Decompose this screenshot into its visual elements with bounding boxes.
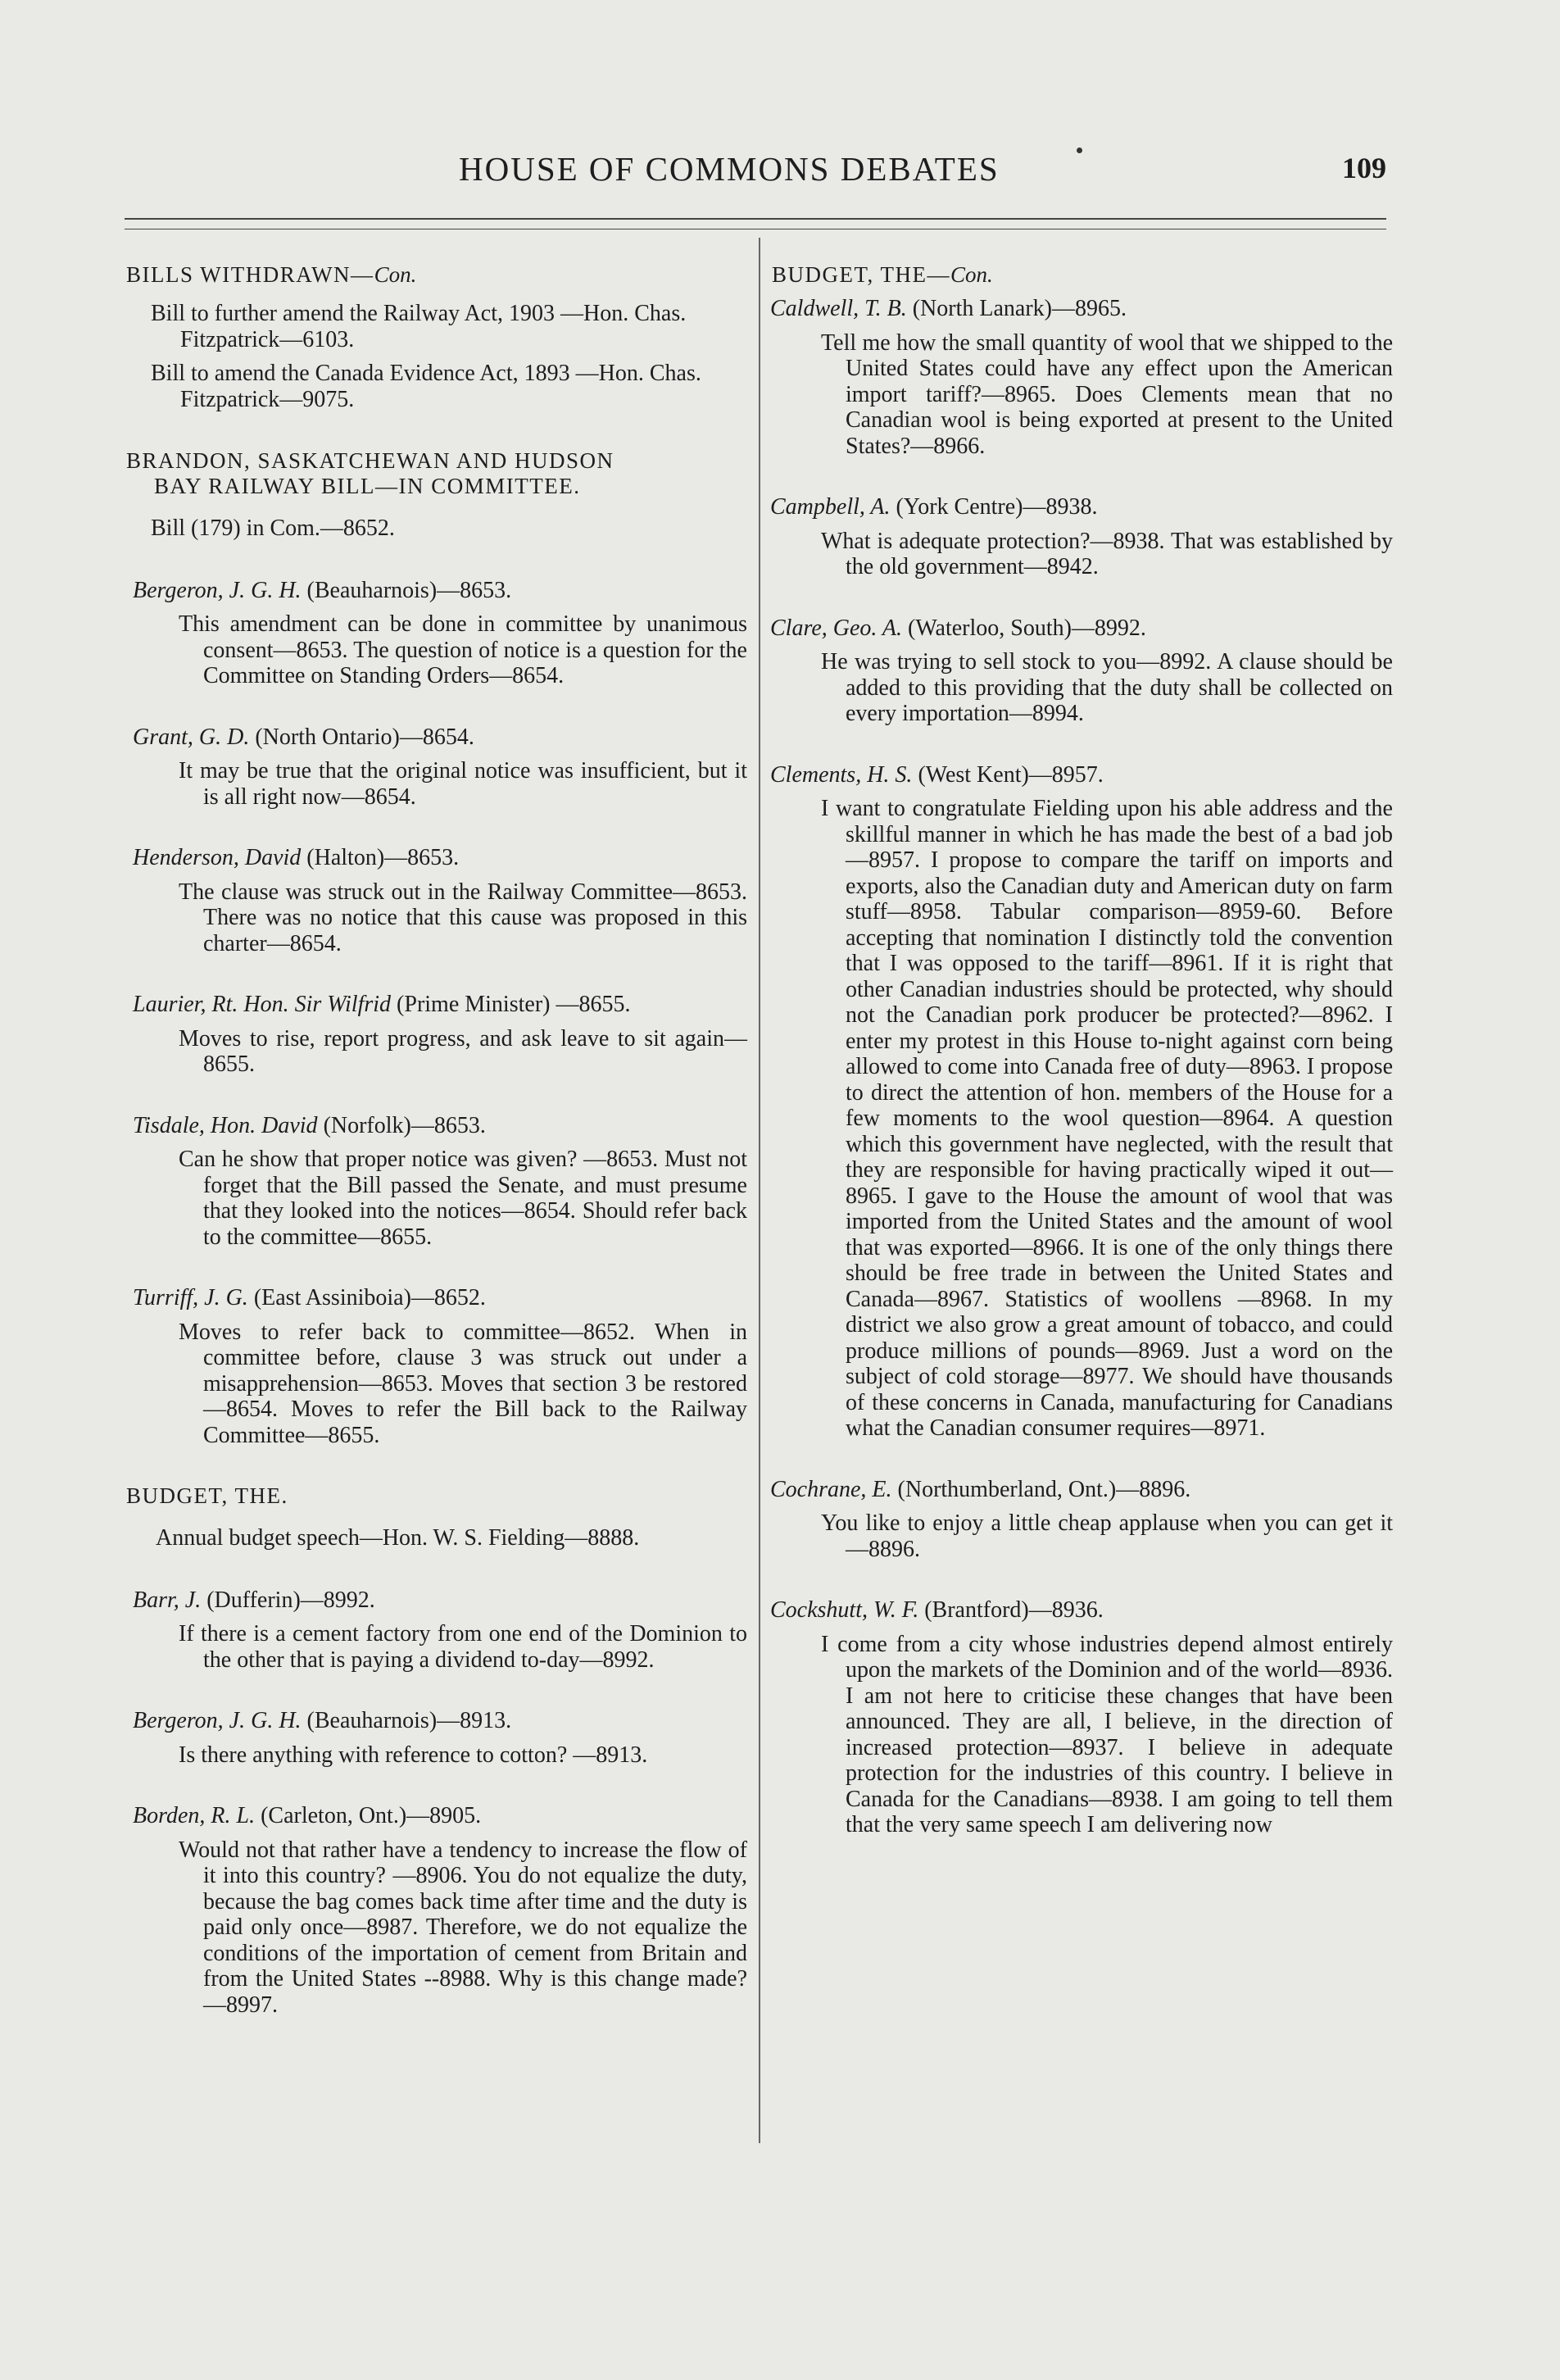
heading-text-cont: BAY RAILWAY BILL—IN COMMITTEE. xyxy=(154,474,581,498)
left-column xyxy=(125,262,747,2053)
heading-text: BILLS WITHDRAWN— xyxy=(126,262,374,287)
speaker-line xyxy=(133,1113,747,1139)
speaker-name: Cockshutt, W. F. xyxy=(770,1597,919,1623)
speech-text: If there is a cement factory from one end of the Dominion to the other that is paying a dividend to-day—8992. xyxy=(179,1621,747,1673)
speech-text: What is adequate protection?—8938. That was established by the old government—8942. xyxy=(821,528,1393,579)
speaker-info: (Dufferin)—8992. xyxy=(206,1587,375,1613)
speaker-entry xyxy=(770,296,1393,459)
speech-text: The clause was struck out in the Railway Committee—8653. There was no notice that this cause was proposed in this charter—8654. xyxy=(179,879,747,956)
section-heading-brandon-railway xyxy=(126,448,747,499)
speaker-info: (Waterloo, South)—8992. xyxy=(908,615,1146,641)
speaker-entry xyxy=(125,992,747,1078)
heading-text: BUDGET, THE— xyxy=(772,262,950,287)
bill-entry: Bill (179) in Com.—8652. xyxy=(151,516,395,541)
speaker-info: (Beauharnois)—8913. xyxy=(306,1708,512,1733)
heading-continued: Con. xyxy=(374,262,417,287)
speaker-line xyxy=(770,1477,1393,1503)
section-heading-budget-continued xyxy=(772,262,1393,288)
page-header-title: HOUSE OF COMMONS DEBATES xyxy=(459,150,1000,188)
speaker-line xyxy=(133,845,747,871)
speech-text: I come from a city whose industries depend almost entirely upon the markets of the Dominion and of the world—8936. I am not here to criticise these changes that have been announced. They are all, I believe, in the direction of increased protection—8937. I believe in adequate protection for the industries of this country. I believe in Canada for the Canadians—8938. I am going to tell them that the very same speech I am delivering now xyxy=(821,1631,1393,1837)
speaker-line xyxy=(770,494,1393,520)
speaker-name: Clements, H. S. xyxy=(770,761,913,788)
speaker-entry xyxy=(770,1597,1393,1838)
speech-text: He was trying to sell stock to you—8992. A clause should be added to this providing that the duty shall be collected on every importation—8994. xyxy=(821,649,1393,726)
speaker-entry xyxy=(125,845,747,956)
speaker-name: Cochrane, E. xyxy=(770,1476,892,1502)
speaker-entry xyxy=(125,578,747,689)
speaker-info: (Brantford)—8936. xyxy=(924,1597,1104,1623)
speech-text: Is there anything with reference to cotton? —8913. xyxy=(179,1742,648,1768)
speaker-name: Turriff, J. G. xyxy=(133,1285,248,1310)
speaker-info: (Halton)—8653. xyxy=(306,845,460,870)
speaker-entry xyxy=(125,724,747,811)
bill-entry: Bill to further amend the Railway Act, 1903 —Hon. Chas. Fitzpatrick—6103. xyxy=(151,301,687,352)
speaker-name: Henderson, David xyxy=(133,845,302,870)
speaker-info: (North Lanark)—8965. xyxy=(912,296,1127,321)
section-heading-bills-withdrawn xyxy=(126,262,747,288)
speech-text: Can he show that proper notice was given? —8653. Must not forget that the Bill passed the Senate, and must presume that they looked into the notices—8654. Should refer back to the committee—8655. xyxy=(179,1147,747,1250)
speaker-name: Grant, G. D. xyxy=(133,724,250,750)
speaker-entry xyxy=(125,1803,747,2018)
speaker-info: (Carleton, Ont.)—8905. xyxy=(261,1803,482,1828)
speaker-name: Clare, Geo. A. xyxy=(770,615,902,641)
speech-text: Would not that rather have a tendency to increase the flow of it into this country? —8906. You do not equalize the duty, because the bag comes back time after time and the duty is paid only once—8987. Therefore, we do not equalize the conditions of the importation of cement from Britain and from the United States --8988. Why is this change made?—8997. xyxy=(179,1837,747,2018)
speaker-entry xyxy=(770,494,1393,580)
speaker-line xyxy=(133,578,747,604)
speaker-entry xyxy=(770,615,1393,727)
speaker-name: Caldwell, T. B. xyxy=(770,296,907,321)
budget-speech-entry: Annual budget speech—Hon. W. S. Fielding—8888. xyxy=(156,1525,640,1551)
heading-continued: Con. xyxy=(950,262,993,287)
speaker-name: Tisdale, Hon. David xyxy=(133,1112,318,1138)
header-rule-top xyxy=(125,218,1386,220)
speaker-info: (Northumberland, Ont.)—8896. xyxy=(897,1476,1191,1502)
speaker-name: Borden, R. L. xyxy=(133,1803,256,1828)
speaker-entry xyxy=(770,762,1393,1442)
speaker-entry xyxy=(125,1285,747,1448)
speaker-entry xyxy=(125,1587,747,1674)
heading-text: BRANDON, SASKATCHEWAN AND HUDSON xyxy=(126,448,614,473)
speaker-name: Campbell, A. xyxy=(770,494,891,520)
speaker-info: (North Ontario)—8654. xyxy=(255,724,474,750)
speech-text: Moves to rise, report progress, and ask leave to sit again—8655. xyxy=(179,1025,747,1077)
bill-entry: Bill to amend the Canada Evidence Act, 1893 —Hon. Chas. Fitzpatrick—9075. xyxy=(151,361,701,412)
speech-text: You like to enjoy a little cheap applause when you can get it—8896. xyxy=(821,1510,1393,1562)
speaker-line xyxy=(770,762,1393,788)
speech-text: This amendment can be done in committee by unanimous consent—8653. The question of notice is a question for the Committee on Standing Orders—8654. xyxy=(179,611,747,688)
speech-text: I want to congratulate Fielding upon his able address and the skillful manner in which he has made the best of a bad job —8957. I propose to compare the tariff on imports and exports, also the Canadian duty and American duty on farm stuff—8958. Tabular comparison—8959-60. Before accepting that nomination I distinctly told the convention that I was opposed to the tariff—8961. If it is right that other Canadian industries should be protected, why should not the Canadian pork producer be protected?—8962. I enter my protest in this House to-night against corn being allowed to come into Canada free of duty—8963. I propose to direct the attention of hon. members of the House for a few moments to the wool question—8964. A question which this government have neglected, with the result that they are responsible for having practically wiped it out—8965. I gave to the House the amount of wool that was imported from the United States and the amount of wool that was exported—8966. It is one of the only things there should be free trade in between the United States and Canada—8967. Statistics of woollens —8968. In my district we also grow a great amount of tobacco, and could produce millions of pounds—8969. Just a word on the subject of cold storage—8977. We should have thousands of these concerns in Canada, manufacturing for Canadians what the Canadian consumer requires—8971. xyxy=(821,796,1393,1441)
section-heading-budget: BUDGET, THE. xyxy=(126,1483,288,1508)
speech-text: Moves to refer back to committee—8652. When in committee before, clause 3 was struck out under a misapprehension—8653. Moves that section 3 be restored—8654. Moves to refer the Bill back to the Railway Committee—8655. xyxy=(179,1319,747,1448)
speaker-line xyxy=(133,1587,747,1614)
speaker-name: Laurier, Rt. Hon. Sir Wilfrid xyxy=(133,992,392,1017)
speaker-info: (East Assiniboia)—8652. xyxy=(253,1285,486,1310)
speaker-entry xyxy=(770,1477,1393,1563)
speaker-info: (Norfolk)—8653. xyxy=(323,1112,486,1138)
speaker-name: Bergeron, J. G. H. xyxy=(133,1708,302,1733)
speaker-entry xyxy=(125,1113,747,1251)
speech-text: Tell me how the small quantity of wool that we shipped to the United States could have any effect upon the American import tariff?—8965. Does Clements mean that no Canadian wool is being exported at present to the United States?—8966. xyxy=(821,329,1393,459)
speaker-info: (York Centre)—8938. xyxy=(896,494,1098,520)
ink-speck xyxy=(1077,148,1082,153)
speaker-info: (West Kent)—8957. xyxy=(918,761,1104,788)
speaker-line xyxy=(133,992,747,1018)
speaker-entry xyxy=(125,1708,747,1768)
speaker-line xyxy=(133,724,747,751)
speaker-line xyxy=(770,615,1393,642)
speaker-name: Barr, J. xyxy=(133,1587,202,1613)
speaker-name: Bergeron, J. G. H. xyxy=(133,577,302,603)
speaker-line xyxy=(133,1708,747,1734)
speaker-line xyxy=(770,296,1393,322)
right-column xyxy=(770,262,1393,1874)
page-number: 109 xyxy=(1342,152,1386,184)
column-divider xyxy=(759,238,760,2143)
speaker-line xyxy=(770,1597,1393,1624)
speaker-line xyxy=(133,1285,747,1311)
speaker-line xyxy=(133,1803,747,1829)
speech-text: It may be true that the original notice was insufficient, but it is all right now—8654. xyxy=(179,758,747,810)
speaker-info: (Prime Minister) —8655. xyxy=(397,992,631,1017)
speaker-info: (Beauharnois)—8653. xyxy=(306,577,512,603)
